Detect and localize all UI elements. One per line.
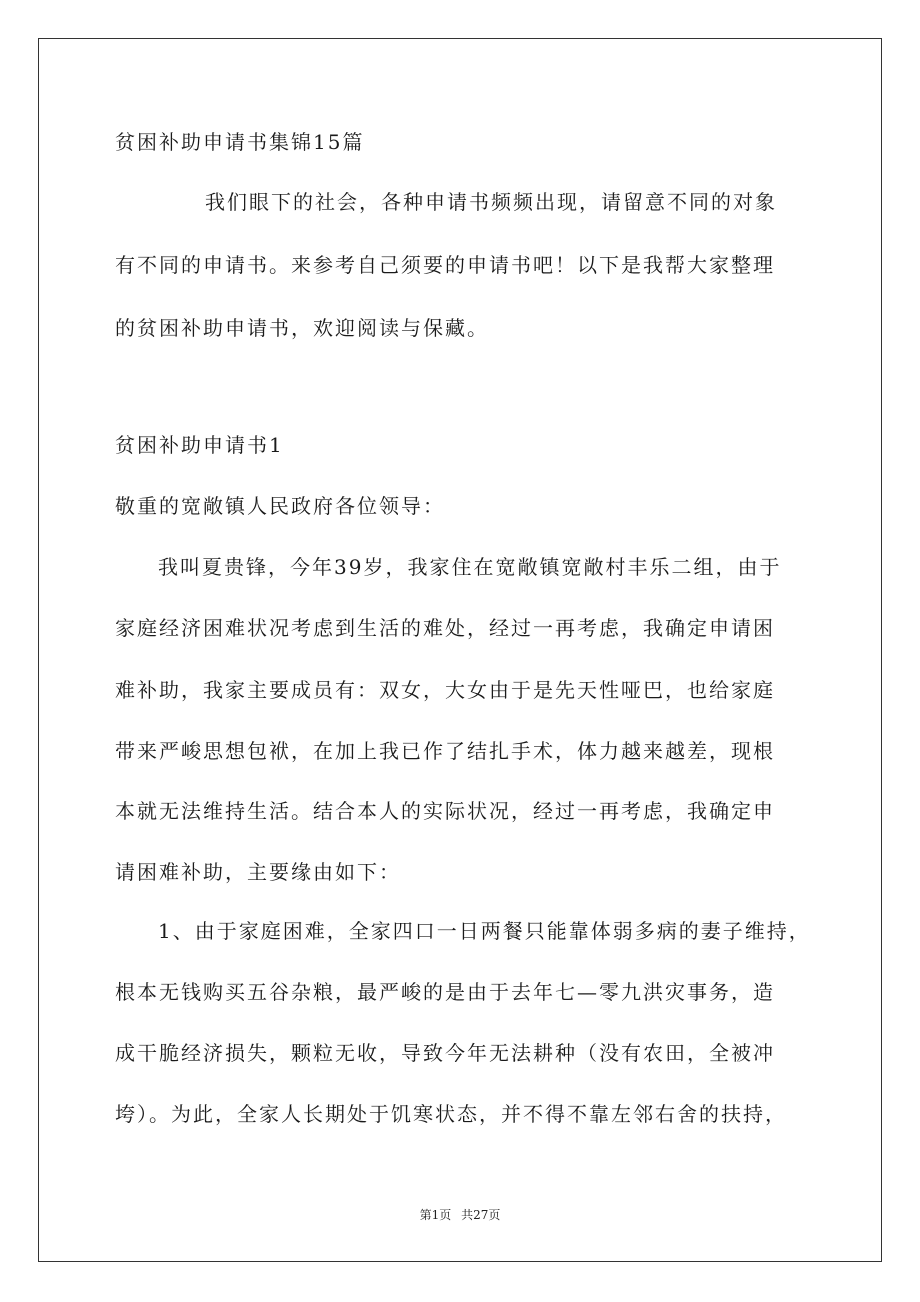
paragraph1-line-3: 难补助，我家主要成员有：双女，大女由于是先天性哑巴，也给家庭 [115,678,775,702]
intro-line-1: 我们眼下的社会，各种申请书频频出现，请留意不同的对象 [205,190,777,214]
paragraph1-line-1: 我叫夏贵锋，今年39岁，我家住在宽敞镇宽敞村丰乐二组，由于 [158,555,782,579]
page-total: 共27页 [461,1208,501,1222]
salutation: 敬重的宽敞镇人民政府各位领导： [115,494,445,518]
section-heading: 贫困补助申请书1 [115,433,284,457]
paragraph2-line-1: 1、由于家庭困难，全家四口一日两餐只能靠体弱多病的妻子维持， [158,919,811,943]
intro-line-3: 的贫困补助申请书，欢迎阅读与保藏。 [115,316,489,340]
intro-line-2: 有不同的申请书。来参考自己须要的申请书吧！以下是我帮大家整理 [115,253,775,277]
paragraph1-line-2: 家庭经济困难状况考虑到生活的难处，经过一再考虑，我确定申请困 [115,616,775,640]
page-number: 第1页 [419,1208,452,1222]
paragraph2-line-4: 垮）。为此，全家人长期处于饥寒状态，并不得不靠左邻右舍的扶持， [115,1102,787,1126]
page-footer [0,1207,920,1223]
page-border [38,38,882,1262]
paragraph2-line-3: 成干脆经济损失，颗粒无收，导致今年无法耕种（没有农田，全被冲 [115,1041,775,1065]
paragraph1-line-4: 带来严峻思想包袱，在加上我已作了结扎手术，体力越来越差，现根 [115,739,775,763]
document-title: 贫困补助申请书集锦15篇 [115,130,365,154]
paragraph1-line-6: 请困难补助，主要缘由如下： [115,860,401,884]
paragraph2-line-2: 根本无钱购买五谷杂粮，最严峻的是由于去年七—零九洪灾事务，造 [115,980,775,1004]
paragraph1-line-5: 本就无法维持生活。结合本人的实际状况，经过一再考虑，我确定申 [115,799,775,823]
